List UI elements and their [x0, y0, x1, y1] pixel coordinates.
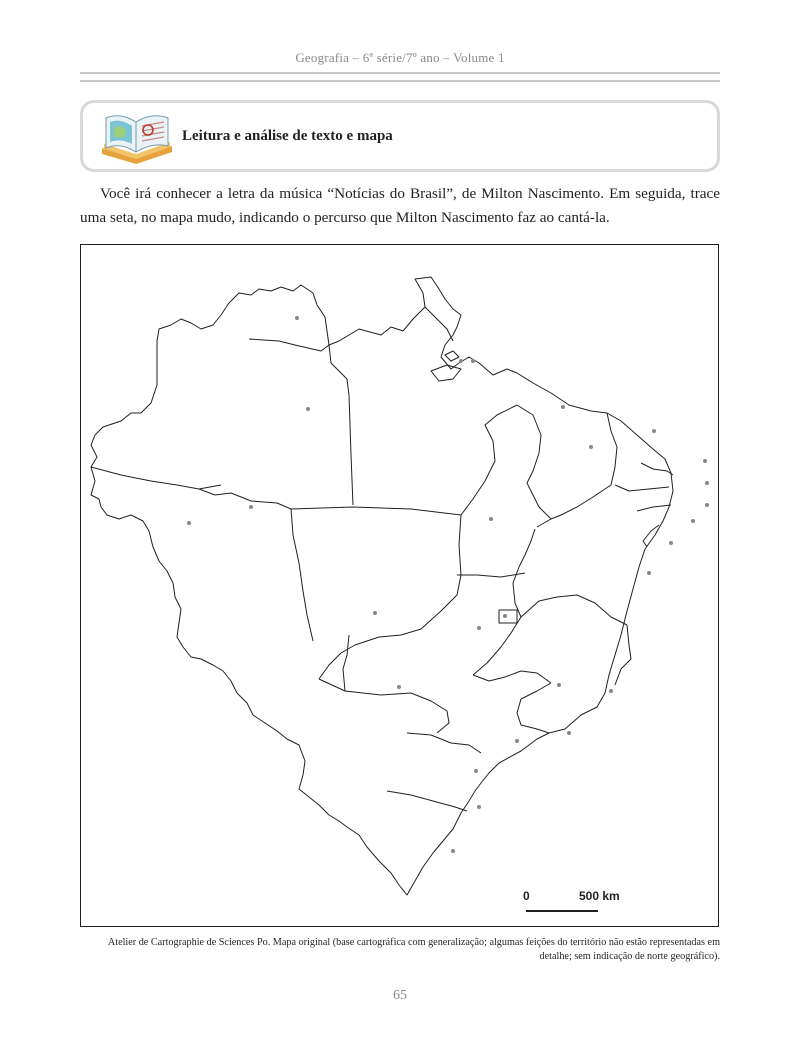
- boundary-mg-rj-sp: [517, 683, 551, 733]
- brazil-states-map: [81, 245, 718, 926]
- boundary-ba-go-mg: [473, 567, 521, 675]
- boundary-df: [499, 610, 517, 623]
- boundary-mg-ba: [521, 595, 627, 625]
- header-rule: [80, 72, 720, 82]
- boundary-to-ba: [519, 529, 535, 567]
- boundary-go-mg: [473, 671, 551, 683]
- boundary-ac-am: [91, 467, 221, 489]
- intro-paragraph: Você irá conhecer a letra da música “Notícias do Brasil”, de Milton Nascimento. Em seguida, trace uma seta, no mapa mudo, indicando o percurso que Milton Nascimento faz ao cantá-la.: [80, 185, 720, 226]
- boundary-pa-ap: [425, 307, 453, 341]
- boundary-am-mt: [291, 507, 461, 515]
- boundary-sc-rs: [387, 791, 467, 811]
- scale-start-label: 0: [523, 889, 530, 903]
- boundary-pi-ce: [607, 413, 617, 485]
- brazil-blank-map: [80, 244, 719, 927]
- boundary-mg-es: [615, 625, 631, 685]
- boundary-mt-ro: [291, 509, 313, 641]
- boundary-al-se: [643, 525, 659, 547]
- boundary-to-go: [457, 573, 525, 577]
- boundary-ms-mt: [343, 635, 349, 691]
- boundary-go-mt-ms: [319, 595, 457, 679]
- open-book-icon: [96, 108, 176, 164]
- boundary-ce-rn-pb: [615, 463, 673, 511]
- boundary-rr-am-pa: [329, 345, 349, 395]
- boundary-pe: [537, 485, 611, 527]
- boundary-pr-sc: [407, 733, 481, 753]
- running-head: Geografia – 6ª série/7º ano – Volume 1: [295, 50, 505, 65]
- boundary-ms-sp-pr: [319, 679, 449, 733]
- boundary-to-mt: [457, 515, 461, 595]
- country-outline: [91, 277, 673, 895]
- boundary-am-ro: [199, 489, 291, 509]
- scale-bar: [526, 910, 598, 912]
- map-caption: Atelier de Cartographie de Sciences Po. Mapa original (base cartográfica com generalização; algumas feições do território não estão representadas em detalhe; sem indicação de norte geográfico).: [107, 937, 720, 962]
- boundary-am-rr: [249, 339, 329, 351]
- scale-end-label: 500 km: [579, 889, 620, 903]
- section-title: Leitura e análise de texto e mapa: [182, 128, 393, 144]
- boundary-ma-pi: [517, 405, 551, 519]
- boundary-am-pa: [349, 395, 353, 505]
- section-header-box: [80, 100, 720, 172]
- state-capitals: [187, 316, 709, 853]
- page-number: 65: [393, 988, 407, 1003]
- boundary-pa-to-ma: [461, 405, 517, 515]
